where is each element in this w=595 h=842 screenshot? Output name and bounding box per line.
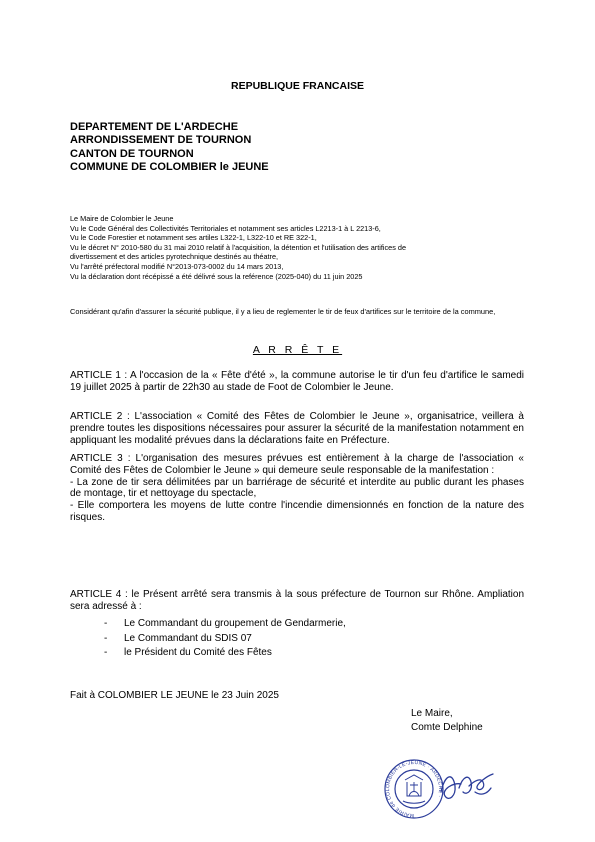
article-3 [70,453,524,524]
official-stamp-and-signature [383,752,501,822]
signatory-name: Comte Delphine [411,721,483,733]
signatory-title: Le Maire, [411,708,453,719]
considering-paragraph: Considérant qu'afin d'assurer la sécurité publique, il y a lieu de reglementer le tir de feux d'artifices sur le territoire de la commune, [70,307,496,316]
recipient-label: Le Commandant du groupement de Gendarmerie, [124,618,346,629]
visa-line: Vu le décret N° 2010-580 du 31 mai 2010 relatif à l'acquisition, la détention et l'utilisation des artifices de [70,242,407,252]
republic-title: REPUBLIQUE FRANCAISE [230,80,364,92]
visa-line: divertissement et des articles pyrotechnique destinés au théatre, [70,252,279,262]
administrative-header [70,121,269,175]
visa-line: Vu le Code Forestier et notamment ses artiles L322-1, L322-10 et RE 322-1, [70,233,317,243]
article-3-intro: ARTICLE 3 : L'organisation des mesures prévues est entièrement à la charge de l'association « Comité des Fêtes de Colombier le Jeune » qui demeure seule responsable de la manifestation : [70,453,524,476]
article-3-item: - La zone de tir sera délimitées par un barriérage de sécurité et interdite au public durant les phases de montage, tir et nettoyage du spectacle, [70,476,524,500]
visa-line: Vu le Code Général des Collectivités Territoriales et notamment ses articles L2213-1 à L 2213-6, [70,223,381,233]
recipient-label: le Président du Comité des Fêtes [124,647,272,659]
arrete-heading: A R R Ê T E [252,344,343,356]
commune-line: COMMUNE DE COLOMBIER le JEUNE [70,161,269,174]
article-3-item: - Elle comportera les moyens de lutte contre l'incendie dimensionnés en fonction de la nature des risques. [70,500,524,523]
list-dash: - [104,632,108,644]
list-dash: - [104,647,108,659]
list-item [104,617,346,632]
article-1: ARTICLE 1 : A l'occasion de la « Fête d'été », la commune autorise le tir d'un feu d'artifice le samedi 19 juillet 2025 à partir de 22h30 au stade de Foot de Colombier le Jeune. [70,370,524,393]
article-2: ARTICLE 2 : L'association « Comité des Fêtes de Colombier le Jeune », organisatrice, veillera à prendre toutes les dispositions nécessaires pour assurer la sécurité de la manifestation notamment en appliquant les modalité prévues dans la déclarations faite en Préfecture. [70,411,524,446]
preamble-visas [70,214,540,281]
article-4: ARTICLE 4 : le Présent arrêté sera transmis à la sous préfecture de Tournon sur Rhône. Ampliation sera adressé à : [70,589,524,612]
visa-line: Le Maire de Colombier le Jeune [70,214,174,223]
list-dash: - [104,618,108,629]
list-item [104,632,346,647]
signature-block [411,707,483,734]
handwritten-signature [441,774,493,798]
department-line: DEPARTEMENT DE L'ARDECHE [70,121,239,133]
place-date-line: Fait à COLOMBIER LE JEUNE le 23 Juin 2025 [70,690,279,701]
list-item [104,646,346,661]
visa-line: Vu la déclaration dont récépissé a été délivré sous la reférence (2025-040) du 11 juin 2025 [70,271,363,281]
arrondissement-line: ARRONDISSEMENT DE TOURNON [70,134,252,147]
canton-line: CANTON DE TOURNON [70,147,194,160]
recipients-list [104,617,346,661]
seal-ring-text: MAIRIE de COLOMBIER-LE-JEUNE · ARDÈCHE · [385,759,444,819]
recipient-label: Le Commandant du SDIS 07 [124,632,252,644]
visa-line: Vu l'arrêté préfectoral modifié N°2013-073-0002 du 14 mars 2013, [70,261,284,271]
